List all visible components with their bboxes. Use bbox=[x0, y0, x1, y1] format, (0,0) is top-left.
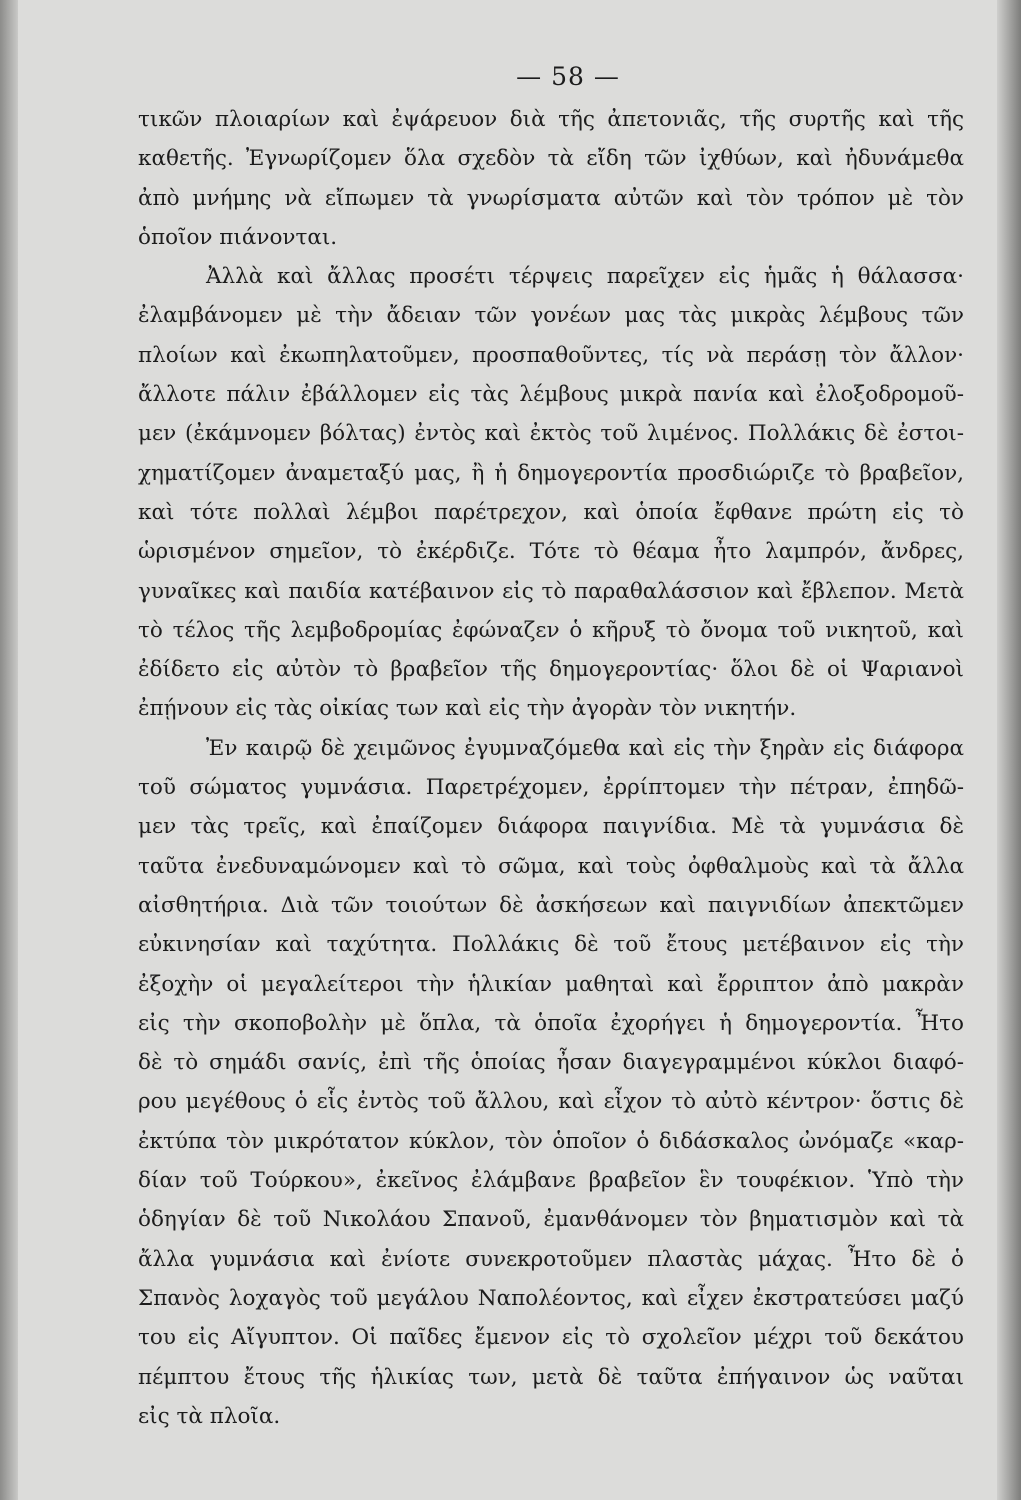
text-line: ἐκτύπα τὸν μικρότατον κύκλον, τὸν ὁποῖον ὁ διδάσκαλος ὠνόμαζε «καρ- bbox=[138, 1128, 964, 1154]
text-line: ἐδίδετο εἰς αὐτὸν τὸ βραβεῖον τῆς δημογεροντίας· ὅλοι δὲ οἱ Ψαριανοὶ bbox=[138, 657, 964, 683]
text-line: του εἰς Αἴγυπτον. Οἱ παῖδες ἔμενον εἰς τὸ σχολεῖον μέχρι τοῦ δεκάτου bbox=[138, 1325, 964, 1351]
text-line: μεν τὰς τρεῖς, καὶ ἐπαίζομεν διάφορα παιγνίδια. Μὲ τὰ γυμνάσια δὲ bbox=[138, 814, 964, 840]
text-line: ταῦτα ἐνεδυναμώνομεν καὶ τὸ σῶμα, καὶ τοὺς ὀφθαλμοὺς καὶ τὰ ἄλλα bbox=[138, 853, 964, 879]
scan-edge-right bbox=[997, 0, 1021, 1500]
text-line: πλοίων καὶ ἐκωπηλατοῦμεν, προσπαθοῦντες, τίς νὰ περάσῃ τὸν ἄλλον· bbox=[138, 342, 964, 368]
text-line: ἄλλα γυμνάσια καὶ ἐνίοτε συνεκροτοῦμεν πλαστὰς μάχας. Ἦτο δὲ ὁ bbox=[138, 1246, 964, 1272]
book-page bbox=[18, 0, 997, 1500]
text-line: τικῶν πλοιαρίων καὶ ἐψάρευον διὰ τῆς ἀπετονιᾶς, τῆς συρτῆς καὶ τῆς bbox=[138, 107, 964, 132]
text-line: Ἐν καιρῷ δὲ χειμῶνος ἐγυμναζόμεθα καὶ εἰς τὴν ξηρὰν εἰς διάφορα bbox=[206, 735, 964, 761]
text-line: εἰς τὴν σκοποβολὴν μὲ ὅπλα, τὰ ὁποῖα ἐχορήγει ἡ δημογεροντία. Ἦτο bbox=[138, 1010, 964, 1036]
text-line: Ἀλλὰ καὶ ἄλλας προσέτι τέρψεις παρεῖχεν εἰς ἡμᾶς ἡ θάλασσα· bbox=[206, 264, 964, 290]
text-line: ἐλαμβάνομεν μὲ τὴν ἄδειαν τῶν γονέων μας τὰς μικρὰς λέμβους τῶν bbox=[138, 303, 964, 329]
scan-edge-left bbox=[0, 0, 18, 1500]
text-line: ὁδηγίαν δὲ τοῦ Νικολάου Σπανοῦ, ἐμανθάνομεν τὸν βηματισμὸν καὶ τὰ bbox=[138, 1207, 964, 1233]
text-line: δὲ τὸ σημάδι σανίς, ἐπὶ τῆς ὁποίας ἦσαν διαγεγραμμένοι κύκλοι διαφό- bbox=[138, 1050, 964, 1076]
text-line: δίαν τοῦ Τούρκου», ἐκεῖνος ἐλάμβανε βραβεῖον ἓν τουφέκιον. Ὑπὸ τὴν bbox=[138, 1168, 964, 1194]
text-line: ἀπὸ μνήμης νὰ εἴπωμεν τὰ γνωρίσματα αὐτῶν καὶ τὸν τρόπον μὲ τὸν bbox=[138, 185, 964, 211]
text-line: γυναῖκες καὶ παιδία κατέβαινον εἰς τὸ παραθαλάσσιον καὶ ἔβλεπον. Μετὰ bbox=[138, 578, 964, 604]
text-line: ἄλλοτε πάλιν ἐβάλλομεν εἰς τὰς λέμβους μικρὰ πανία καὶ ἐλοξοδρομοῦ- bbox=[138, 382, 964, 408]
text-line: πέμπτου ἔτους τῆς ἡλικίας των, μετὰ δὲ ταῦτα ἐπήγαινον ὡς ναῦται bbox=[138, 1364, 964, 1390]
text-line: καὶ τότε πολλαὶ λέμβοι παρέτρεχον, καὶ ὁποία ἔφθανε πρώτη εἰς τὸ bbox=[138, 499, 964, 525]
text-line: Σπανὸς λοχαγὸς τοῦ μεγάλου Ναπολέοντος, καὶ εἶχεν ἐκστρατεύσει μαζύ bbox=[138, 1285, 964, 1311]
page-number: — 58 — bbox=[516, 62, 620, 91]
text-line: ὁποῖον πιάνονται. bbox=[138, 224, 338, 250]
text-line: καθετῆς. Ἐγνωρίζομεν ὅλα σχεδὸν τὰ εἴδη τῶν ἰχθύων, καὶ ἠδυνάμεθα bbox=[138, 146, 964, 172]
text-line: ἐξοχὴν οἱ μεγαλείτεροι τὴν ἡλικίαν μαθηταὶ καὶ ἔρριπτον ἀπὸ μακρὰν bbox=[138, 971, 964, 997]
body-text bbox=[138, 100, 964, 1436]
text-line: ἐπῄνουν εἰς τὰς οἰκίας των καὶ εἰς τὴν ἀγορὰν τὸν νικητήν. bbox=[138, 696, 797, 722]
text-line: τοῦ σώματος γυμνάσια. Παρετρέχομεν, ἐρρίπτομεν τὴν πέτραν, ἐπηδῶ- bbox=[138, 775, 964, 801]
text-line: μεν (ἐκάμνομεν βόλτας) ἐντὸς καὶ ἐκτὸς τοῦ λιμένος. Πολλάκις δὲ ἐστοι- bbox=[138, 421, 964, 447]
text-line: εἰς τὰ πλοῖα. bbox=[138, 1403, 281, 1429]
text-line: τὸ τέλος τῆς λεμβοδρομίας ἐφώναζεν ὁ κῆρυξ τὸ ὄνομα τοῦ νικητοῦ, καὶ bbox=[138, 617, 964, 643]
text-line: εὐκινησίαν καὶ ταχύτητα. Πολλάκις δὲ τοῦ ἔτους μετέβαινον εἰς τὴν bbox=[138, 932, 964, 958]
text-line: αἰσθητήρια. Διὰ τῶν τοιούτων δὲ ἀσκήσεων καὶ παιγνιδίων ἀπεκτῶμεν bbox=[138, 892, 964, 918]
text-line: χηματίζομεν ἀναμεταξύ μας, ἢ ἡ δημογεροντία προσδιώριζε τὸ βραβεῖον, bbox=[138, 460, 964, 486]
text-line: ὡρισμένον σημεῖον, τὸ ἐκέρδιζε. Τότε τὸ θέαμα ἦτο λαμπρόν, ἄνδρες, bbox=[138, 539, 964, 565]
text-line: ρου μεγέθους ὁ εἷς ἐντὸς τοῦ ἄλλου, καὶ εἶχον τὸ αὐτὸ κέντρον· ὅστις δὲ bbox=[138, 1089, 964, 1115]
